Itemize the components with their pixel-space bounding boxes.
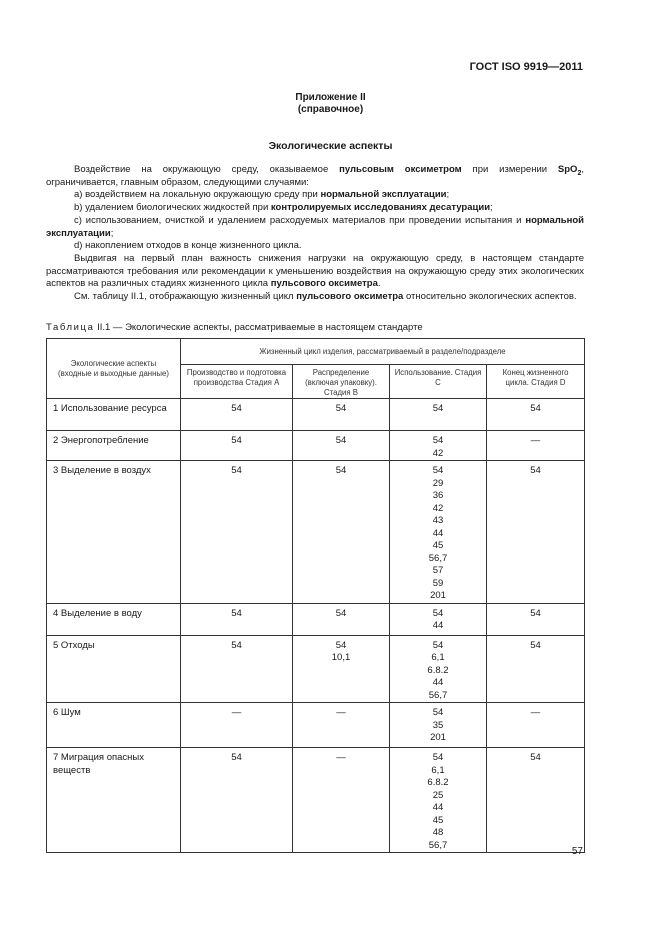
section-ref: 48	[432, 827, 444, 838]
aspects-table	[46, 338, 585, 853]
section-ref: 44	[432, 677, 444, 688]
aspect-cell: 7 Миграция опасных веществ	[47, 748, 181, 853]
section-ref: 42	[432, 502, 444, 514]
stage-a-header: Производство и подготовка производства Стадия А	[181, 365, 293, 399]
stage-a-cell	[181, 431, 293, 461]
aspect-cell: 4 Выделение в воду	[47, 603, 181, 635]
section-ref: 56,7	[428, 839, 448, 851]
stage-a-cell	[181, 703, 293, 748]
section-ref: 54	[530, 639, 541, 651]
section-ref: 43	[432, 515, 444, 526]
aspect-cell: 3 Выделение в воздух	[47, 461, 181, 604]
section-ref: 54	[432, 639, 444, 651]
table-row	[47, 703, 585, 748]
section-ref: 54	[432, 403, 444, 414]
stage-c-cell	[390, 431, 487, 461]
section-ref: 201	[430, 732, 446, 743]
stage-a-cell	[181, 603, 293, 635]
stage-b-cell	[293, 461, 390, 604]
section-ref: 54	[231, 465, 242, 476]
stage-b-cell	[293, 635, 390, 703]
section-ref: 54	[231, 752, 242, 763]
table-row	[47, 399, 585, 431]
table-header-row	[47, 339, 585, 365]
section-ref: 54	[335, 465, 347, 476]
section-ref: 54	[432, 607, 444, 619]
section-ref: 35	[432, 719, 444, 731]
table-row	[47, 748, 585, 853]
section-ref: 54	[530, 752, 541, 763]
section-ref: —	[336, 752, 346, 763]
stage-d-cell	[487, 461, 585, 604]
section-ref: 6.8.2	[427, 664, 449, 676]
section-ref: 10,1	[331, 652, 351, 663]
stage-a-cell	[181, 399, 293, 431]
section-ref: 54	[335, 639, 347, 651]
section-ref: 25	[432, 789, 444, 801]
stage-c-cell	[390, 603, 487, 635]
section-title: Экологические аспекты	[268, 140, 393, 152]
paragraph-priority: Выдвигая на первый план важность снижения нагрузки на окружающую среду, в настоящем стандарте рассматриваются требования или рекомендации к уменьшению воздействия на окружающую среду этих экологических аспектов на различных стадиях жизненного цикла пульсового оксиметра.	[46, 252, 584, 290]
paragraph-table-ref: См. таблицу II.1, отображающую жизненный цикл пульсового оксиметра относительно экологических аспектов.	[74, 291, 577, 303]
list-item-c: c) использованием, очисткой и удалением расходуемых материалов при проведении испытания и нормальной эксплуатации;	[46, 214, 584, 239]
section-ref: 6.8.2	[427, 777, 449, 788]
section-ref: 54	[335, 607, 347, 619]
section-ref: 45	[432, 814, 444, 826]
lifecycle-column-header: Жизненный цикл изделия, рассматриваемый в разделе/подразделе	[181, 339, 585, 365]
section-ref: 54	[231, 403, 242, 414]
section-ref: 56,7	[428, 552, 448, 564]
stage-d-cell	[487, 635, 585, 703]
stage-c-cell	[390, 399, 487, 431]
section-ref: 44	[432, 620, 444, 631]
table-body	[47, 399, 585, 853]
section-ref: 59	[432, 577, 444, 589]
list-item-b: b) удалением биологических жидкостей при контролируемых исследованиях десатурации;	[74, 202, 493, 214]
stage-b-cell	[293, 703, 390, 748]
list-item-a: a) воздействием на локальную окружающую среду при нормальной эксплуатации;	[74, 189, 450, 201]
section-ref: 57	[432, 565, 444, 576]
standard-code: ГОСТ ISO 9919—2011	[469, 61, 583, 73]
section-ref: 54	[530, 465, 541, 476]
stage-d-header: Конец жизненного цикла. Стадия D	[487, 365, 585, 399]
stage-c-cell	[390, 635, 487, 703]
stage-d-cell	[487, 748, 585, 853]
stage-a-cell	[181, 635, 293, 703]
stage-b-header: Распределение (включая упаковку). Стадия В	[293, 365, 390, 399]
table-row	[47, 635, 585, 703]
section-ref: 6,1	[431, 764, 445, 776]
section-ref: —	[231, 707, 242, 718]
aspect-cell: 2 Энергопотребление	[47, 431, 181, 461]
stage-d-cell	[487, 399, 585, 431]
section-ref: 36	[432, 490, 444, 501]
section-ref: 54	[432, 465, 444, 476]
aspect-cell: 6 Шум	[47, 703, 181, 748]
section-ref: 54	[432, 435, 444, 446]
paragraph-intro: Воздействие на окружающую среду, оказываемое пульсовым оксиметром при измерении SpO$_2$, ограничивается, главным образом, следующими случаями:	[46, 164, 584, 188]
section-ref: 45	[432, 540, 444, 551]
section-ref: 44	[432, 527, 444, 539]
table-caption: Таблица II.1 — Экологические аспекты, рассматриваемые в настоящем стандарте	[46, 322, 423, 333]
section-ref: 42	[432, 447, 444, 459]
stage-a-cell	[181, 748, 293, 853]
aspect-cell: 1 Использование ресурса	[47, 399, 181, 431]
table-row	[47, 461, 585, 604]
section-ref: 6,1	[431, 652, 445, 663]
section-ref: 54	[530, 403, 541, 414]
list-item-d: d) накоплением отходов в конце жизненного цикла.	[74, 240, 302, 252]
stage-a-cell	[181, 461, 293, 604]
section-ref: —	[336, 707, 346, 718]
stage-c-header: Использование. Стадия С	[390, 365, 487, 399]
stage-b-cell	[293, 399, 390, 431]
section-ref: 54	[432, 752, 444, 763]
section-ref: —	[530, 707, 541, 718]
section-ref: 44	[432, 802, 444, 813]
page-number: 57	[571, 846, 583, 857]
table-row	[47, 431, 585, 461]
section-ref: 201	[430, 590, 446, 601]
stage-c-cell	[390, 461, 487, 604]
section-ref: 54	[231, 607, 242, 619]
section-ref: 54	[231, 435, 242, 446]
body-text	[46, 164, 584, 304]
section-ref: 56,7	[428, 689, 448, 701]
stage-d-cell	[487, 431, 585, 461]
section-ref: 54	[530, 607, 541, 619]
section-ref: —	[530, 435, 541, 446]
section-ref: 54	[335, 403, 347, 414]
section-ref: 54	[335, 435, 347, 446]
stage-d-cell	[487, 703, 585, 748]
aspect-cell: 5 Отходы	[47, 635, 181, 703]
aspect-column-header: Экологические аспекты (входные и выходные данные)	[47, 339, 181, 399]
stage-c-cell	[390, 748, 487, 853]
stage-d-cell	[487, 603, 585, 635]
section-ref: 54	[231, 639, 242, 651]
table-row	[47, 603, 585, 635]
section-ref: 54	[432, 707, 444, 718]
annex-title: Приложение II	[295, 92, 366, 103]
annex-heading	[0, 92, 661, 116]
section-ref: 29	[432, 477, 444, 489]
stage-b-cell	[293, 748, 390, 853]
stage-b-cell	[293, 431, 390, 461]
stage-c-cell	[390, 703, 487, 748]
stage-b-cell	[293, 603, 390, 635]
annex-subtitle: (справочное)	[297, 104, 364, 115]
